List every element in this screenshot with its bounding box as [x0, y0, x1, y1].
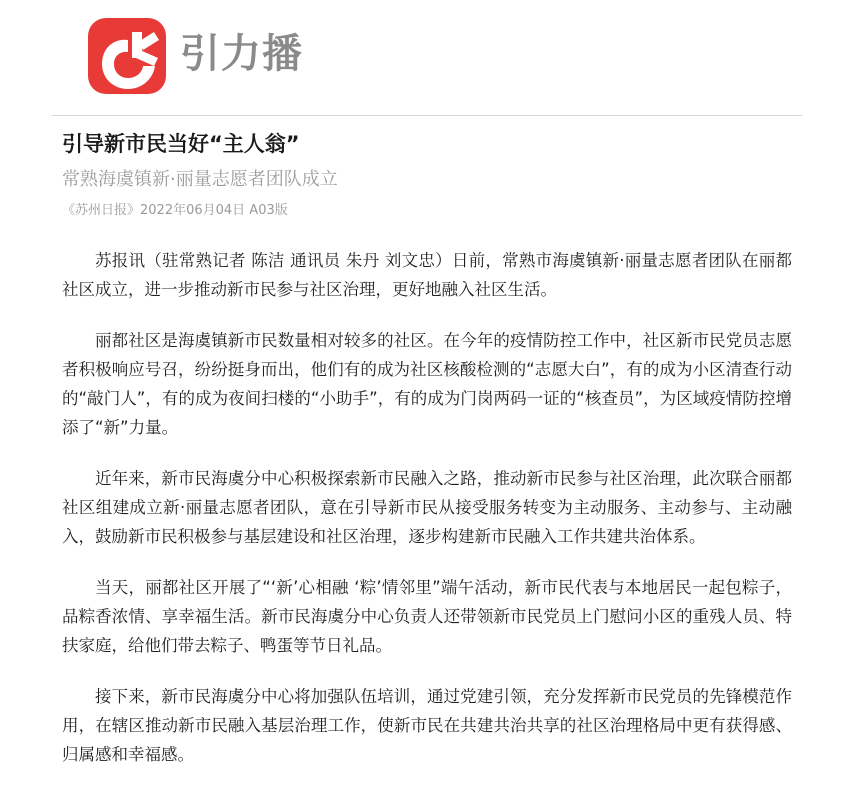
article-source: 《苏州日报》2022年06月04日 A03版: [62, 203, 288, 218]
article-paragraph: 苏报讯（驻常熟记者 陈洁 通讯员 朱丹 刘文忠）日前，常熟市海虞镇新·丽量志愿者团队在丽都社区成立，进一步推动新市民参与社区治理，更好地融入社区生活。: [62, 251, 792, 299]
article-paragraph: 近年来，新市民海虞分中心积极探索新市民融入之路，推动新市民参与社区治理，此次联合丽都社区组建成立新·丽量志愿者团队，意在引导新市民从接受服务转变为主动服务、主动参与、主动融入，鼓励新市民积极参与基层建设和社区治理，逐步构建新市民融入工作共建共治体系。: [62, 469, 792, 546]
article: [62, 126, 792, 791]
article-subtitle: 常熟海虞镇新·丽量志愿者团队成立: [62, 169, 338, 190]
brand-logo-graphic: [88, 18, 166, 94]
header-divider: [52, 115, 802, 116]
brand-logo-icon[interactable]: [88, 18, 166, 94]
article-paragraph: 接下来，新市民海虞分中心将加强队伍培训，通过党建引领，充分发挥新市民党员的先锋模范作用，在辖区推动新市民融入基层治理工作，使新市民在共建共治共享的社区治理格局中更有获得感、归属感和幸福感。: [62, 687, 792, 764]
article-paragraph: 当天，丽都社区开展了“‘新’心相融 ‘粽’情邻里”端午活动，新市民代表与本地居民一起包粽子，品粽香浓情、享幸福生活。新市民海虞分中心负责人还带领新市民党员上门慰问小区的重残人员、特扶家庭，给他们带去粽子、鸭蛋等节日礼品。: [62, 578, 792, 655]
site-header: [0, 0, 855, 116]
article-paragraph: 丽都社区是海虞镇新市民数量相对较多的社区。在今年的疫情防控工作中，社区新市民党员志愿者积极响应号召，纷纷挺身而出，他们有的成为社区核酸检测的“志愿大白”，有的成为小区清查行动的“敲门人”，有的成为夜间扫楼的“小助手”，有的成为门岗两码一证的“核查员”，为区域疫情防控增添了“新”力量。: [62, 331, 792, 437]
article-body: [62, 246, 792, 769]
article-title: 引导新市民当好“主人翁”: [62, 132, 300, 156]
brand-name[interactable]: 引力播: [180, 31, 303, 77]
